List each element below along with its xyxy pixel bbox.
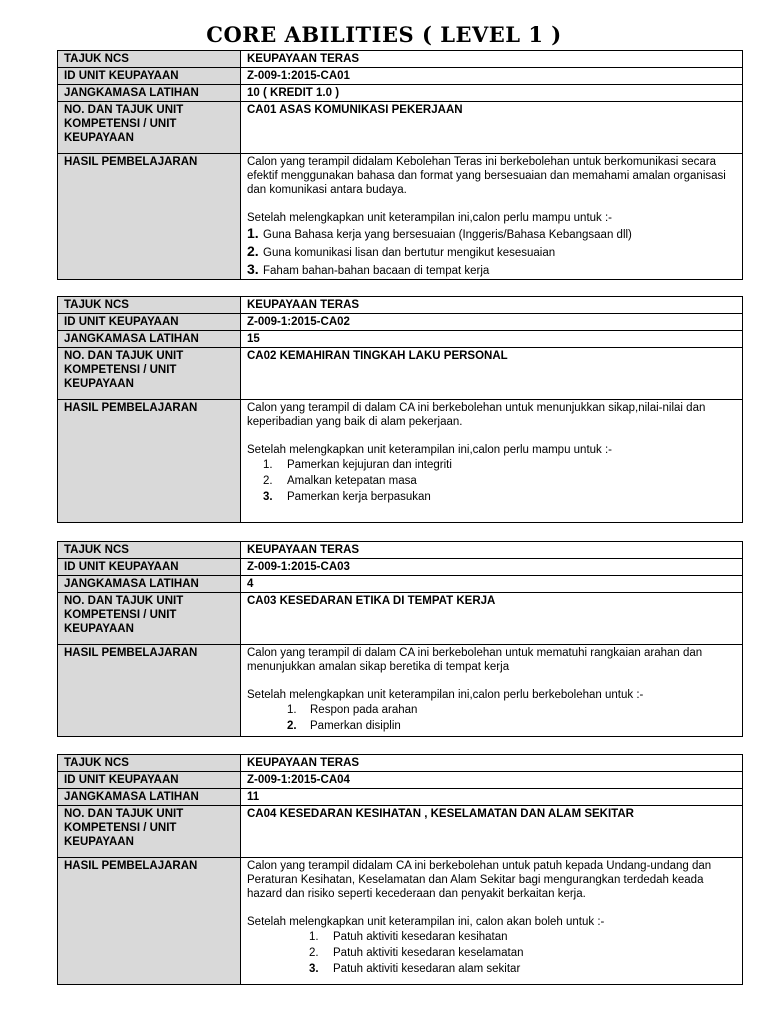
label-kompetensi: NO. DAN TAJUK UNIT KOMPETENSI / UNIT KEUPAYAAN [58,348,241,400]
value-kompetensi: CA02 KEMAHIRAN TINGKAH LAKU PERSONAL [241,348,743,400]
label-jangkamasa: JANGKAMASA LATIHAN [58,576,241,593]
label-hasil: HASIL PEMBELAJARAN [58,858,241,985]
value-hasil [241,858,743,985]
list-item: 1. Pamerkan kejujuran dan integriti [263,459,452,471]
list-item: 3. Pamerkan kerja berpasukan [263,491,431,503]
label-hasil: HASIL PEMBELAJARAN [58,400,241,523]
value-id-unit: Z-009-1:2015-CA02 [241,314,743,331]
label-id-unit: ID UNIT KEUPAYAAN [58,314,241,331]
label-id-unit: ID UNIT KEUPAYAAN [58,68,241,85]
label-tajuk-ncs: TAJUK NCS [58,542,241,559]
value-kompetensi: CA01 ASAS KOMUNIKASI PEKERJAAN [241,102,743,154]
unit-table-ca02 [57,296,743,523]
value-tajuk-ncs: KEUPAYAAN TERAS [241,51,743,68]
list-item: 2. Patuh aktiviti kesedaran keselamatan [309,947,524,959]
list-item: 1. Patuh aktiviti kesedaran kesihatan [309,931,508,943]
hasil-lead: Setelah melengkapkan unit keterampilan ini,calon perlu berkebolehan untuk :- [247,689,644,701]
value-jangkamasa: 4 [241,576,743,593]
hasil-lead: Setelah melengkapkan unit keterampilan ini,calon perlu mampu untuk :- [247,444,613,456]
value-hasil [241,400,743,523]
page-title: CORE ABILITIES ( LEVEL 1 ) [206,22,562,47]
list-item: 1. Guna Bahasa kerja yang bersesuaian (Inggeris/Bahasa Kebangsaan dll) [247,225,632,241]
label-jangkamasa: JANGKAMASA LATIHAN [58,85,241,102]
unit-table-ca04 [57,754,743,985]
label-id-unit: ID UNIT KEUPAYAAN [58,559,241,576]
label-id-unit: ID UNIT KEUPAYAAN [58,772,241,789]
value-tajuk-ncs: KEUPAYAAN TERAS [241,297,743,314]
value-id-unit: Z-009-1:2015-CA03 [241,559,743,576]
list-item: 1. Respon pada arahan [287,704,418,716]
unit-table-ca03 [57,541,743,737]
hasil-intro: Calon yang terampil di dalam CA ini berkebolehan untuk mematuhi rangkaian arahan dan menunjukkan amalan sikap beretika di tempat kerja [247,647,703,673]
list-item: 3. Patuh aktiviti kesedaran alam sekitar [309,963,521,975]
hasil-lead: Setelah melengkapkan unit keterampilan ini, calon akan boleh untuk :- [247,916,605,928]
value-id-unit: Z-009-1:2015-CA04 [241,772,743,789]
unit-table-ca01 [57,50,743,280]
list-item: 2. Amalkan ketepatan masa [263,475,417,487]
label-kompetensi: NO. DAN TAJUK UNIT KOMPETENSI / UNIT KEUPAYAAN [58,102,241,154]
value-hasil [241,645,743,737]
hasil-intro: Calon yang terampil didalam Kebolehan Teras ini berkebolehan untuk berkomunikasi secara efektif menggunakan bahasa dan format yang bersesuaian dan memahami amalan organisasi dan komunikasi antara budaya. [247,156,726,196]
hasil-lead: Setelah melengkapkan unit keterampilan ini,calon perlu mampu untuk :- [247,212,613,224]
value-kompetensi: CA04 KESEDARAN KESIHATAN , KESELAMATAN DAN ALAM SEKITAR [241,806,743,858]
value-jangkamasa: 10 ( KREDIT 1.0 ) [241,85,743,102]
value-tajuk-ncs: KEUPAYAAN TERAS [241,542,743,559]
hasil-intro: Calon yang terampil di dalam CA ini berkebolehan untuk menunjukkan sikap,nilai-nilai dan keperibadian yang baik di alam pekerjaan. [247,402,706,428]
label-tajuk-ncs: TAJUK NCS [58,51,241,68]
value-jangkamasa: 15 [241,331,743,348]
value-hasil [241,154,743,280]
label-kompetensi: NO. DAN TAJUK UNIT KOMPETENSI / UNIT KEUPAYAAN [58,806,241,858]
value-id-unit: Z-009-1:2015-CA01 [241,68,743,85]
value-tajuk-ncs: KEUPAYAAN TERAS [241,755,743,772]
list-item: 2. Pamerkan disiplin [287,720,401,732]
list-item: 3. Faham bahan-bahan bacaan di tempat kerja [247,261,490,277]
hasil-intro: Calon yang terampil didalam CA ini berkebolehan untuk patuh kepada Undang-undang dan Peraturan Kesihatan, Keselamatan dan Alam Sekitar bagi mengurangkan terdedah keada hazard dan risiko seperti kecederaan dan penyakit berkaitan kerja. [247,860,712,900]
label-kompetensi: NO. DAN TAJUK UNIT KOMPETENSI / UNIT KEUPAYAAN [58,593,241,645]
value-jangkamasa: 11 [241,789,743,806]
label-jangkamasa: JANGKAMASA LATIHAN [58,789,241,806]
label-jangkamasa: JANGKAMASA LATIHAN [58,331,241,348]
value-kompetensi: CA03 KESEDARAN ETIKA DI TEMPAT KERJA [241,593,743,645]
label-hasil: HASIL PEMBELAJARAN [58,645,241,737]
label-tajuk-ncs: TAJUK NCS [58,755,241,772]
label-hasil: HASIL PEMBELAJARAN [58,154,241,280]
label-tajuk-ncs: TAJUK NCS [58,297,241,314]
list-item: 2. Guna komunikasi lisan dan bertutur mengikut kesesuaian [247,243,556,259]
